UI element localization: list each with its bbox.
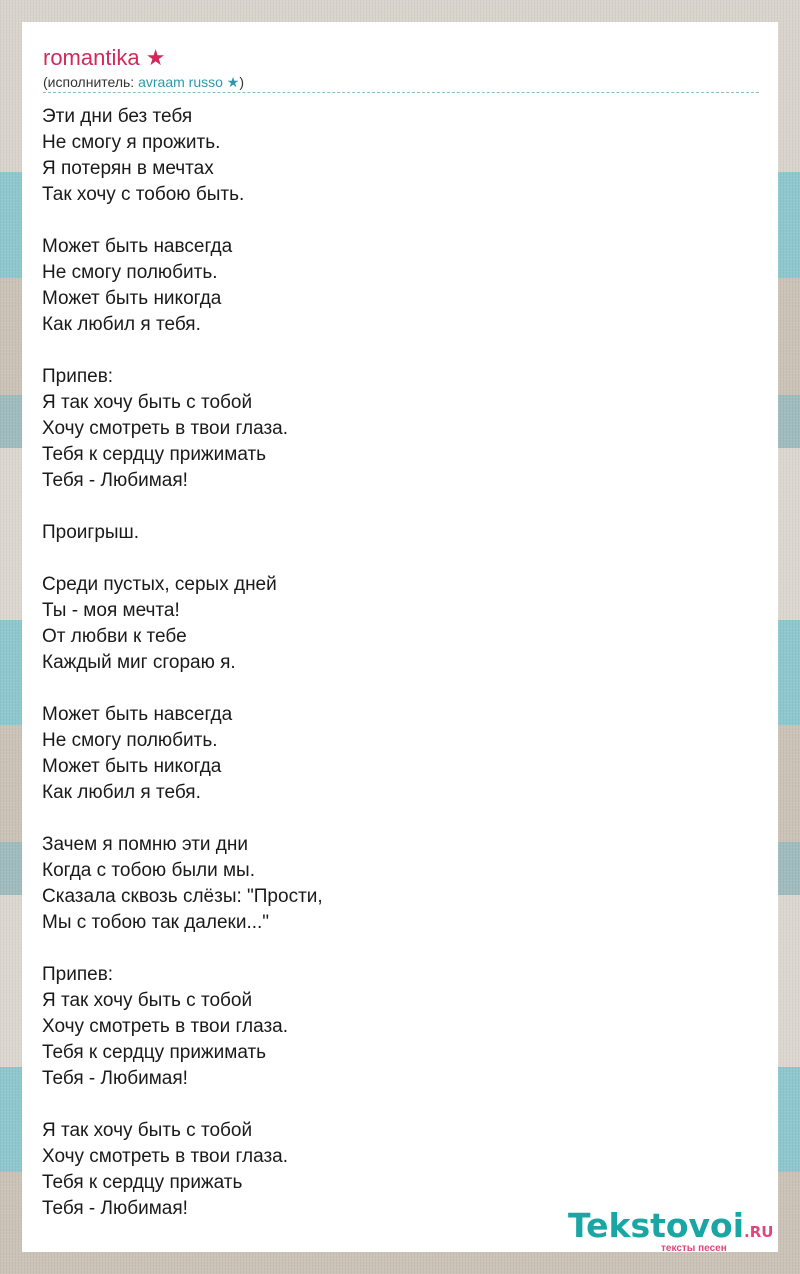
lyrics-card [22, 22, 778, 1252]
lyric-line: Каждый миг сгораю я. [42, 652, 236, 673]
lyric-line: От любви к тебе [42, 626, 187, 647]
artist-prefix: (исполнитель: [43, 74, 139, 90]
stanza-gap [42, 208, 742, 234]
lyric-line: Может быть навсегда [42, 704, 233, 725]
artist-link[interactable]: avraam russo ★ [138, 74, 240, 90]
stanza-gap [42, 676, 742, 702]
logo-brand: Tekstovoi [568, 1206, 745, 1245]
lyric-line: Не смогу полюбить. [42, 262, 218, 283]
lyric-line: Тебя - Любимая! [42, 470, 188, 491]
lyric-line: Хочу смотреть в твои глаза. [42, 418, 289, 439]
stanza-gap [42, 806, 742, 832]
site-logo[interactable] [568, 1206, 774, 1254]
lyric-line: Когда с тобою были мы. [42, 860, 255, 881]
lyric-line: Я так хочу быть с тобой [42, 990, 253, 1011]
lyric-line: Припев: [42, 366, 114, 387]
stanza-gap [42, 338, 742, 364]
lyric-line: Сказала сквозь слёзы: "Прости, [42, 886, 323, 907]
lyric-line: Мы с тобою так далеки..." [42, 912, 270, 933]
artist-line [43, 73, 244, 91]
lyric-line: Хочу смотреть в твои глаза. [42, 1016, 289, 1037]
stanza-gap [42, 1092, 742, 1118]
lyric-line: Я так хочу быть с тобой [42, 1120, 253, 1141]
stanza-gap [42, 494, 742, 520]
logo-tagline: тексты песен [661, 1243, 727, 1254]
stanza-gap [42, 546, 742, 572]
lyric-line: Зачем я помню эти дни [42, 834, 249, 855]
lyric-line: Может быть никогда [42, 756, 222, 777]
lyric-line: Тебя - Любимая! [42, 1198, 188, 1219]
title-divider [43, 92, 759, 93]
lyric-line: Тебя - Любимая! [42, 1068, 188, 1089]
lyric-line: Так хочу с тобою быть. [42, 184, 245, 205]
stanza-gap [42, 936, 742, 962]
lyric-line: Среди пустых, серых дней [42, 574, 277, 595]
lyric-line: Проигрыш. [42, 522, 140, 543]
lyric-line: Не смогу я прожить. [42, 132, 221, 153]
lyric-line: Хочу смотреть в твои глаза. [42, 1146, 289, 1167]
lyric-line: Не смогу полюбить. [42, 730, 218, 751]
logo-tld: .RU [744, 1223, 774, 1241]
lyric-line: Я потерян в мечтах [42, 158, 214, 179]
lyric-line: Может быть никогда [42, 288, 222, 309]
lyric-line: Эти дни без тебя [42, 106, 193, 127]
lyric-line: Как любил я тебя. [42, 314, 201, 335]
lyric-line: Может быть навсегда [42, 236, 233, 257]
lyric-line: Как любил я тебя. [42, 782, 201, 803]
lyric-line: Тебя к сердцу прижимать [42, 1042, 267, 1063]
lyric-line: Тебя к сердцу прижать [42, 1172, 243, 1193]
lyric-line: Ты - моя мечта! [42, 600, 180, 621]
lyric-line: Припев: [42, 964, 114, 985]
lyric-line: Я так хочу быть с тобой [42, 392, 253, 413]
lyric-line: Тебя к сердцу прижимать [42, 444, 267, 465]
song-title: romantika ★ [43, 45, 166, 70]
lyrics-text [42, 104, 742, 1222]
artist-suffix: ) [239, 74, 245, 90]
